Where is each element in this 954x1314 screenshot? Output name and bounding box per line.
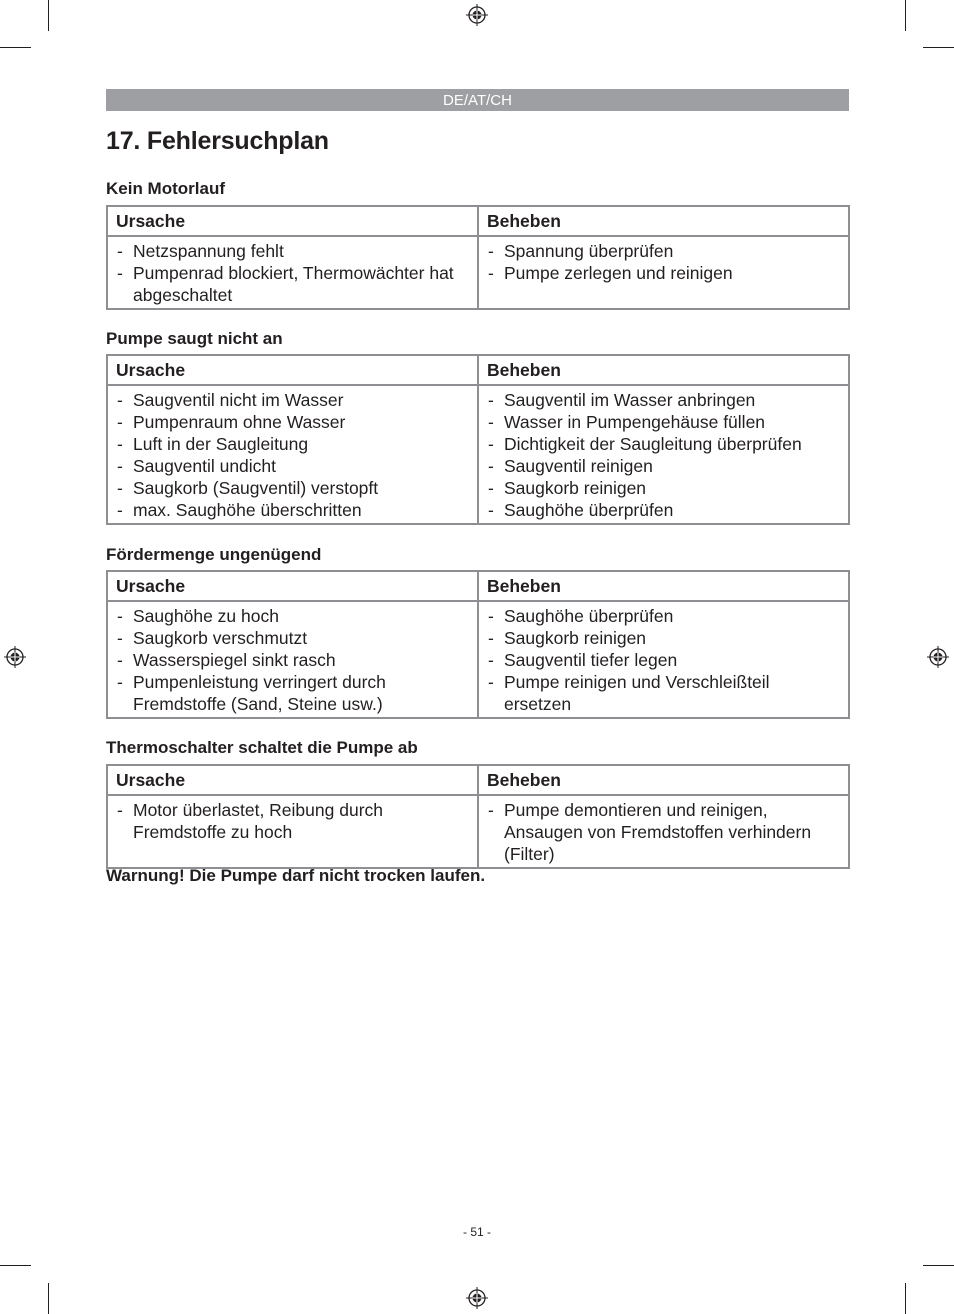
crop-mark (923, 1265, 954, 1266)
cause-cell (107, 385, 478, 524)
cause-cell (107, 795, 478, 868)
page-number: - 51 - (462, 1225, 491, 1239)
list-item: - Saugventil nicht im Wasser (116, 389, 469, 411)
column-header-cause: Ursache (107, 206, 478, 236)
list-item: - Saugventil undicht (116, 455, 469, 477)
list-item: - Saugkorb reinigen (487, 477, 840, 499)
troubleshooting-table (106, 205, 850, 310)
list-item: - Saughöhe überprüfen (487, 499, 840, 521)
crop-mark (0, 47, 31, 48)
list-item: - Saugkorb reinigen (487, 627, 840, 649)
crop-mark (905, 0, 906, 31)
warning-text: Warnung! Die Pumpe darf nicht trocken laufen. (106, 866, 486, 885)
registration-mark-icon (466, 4, 488, 26)
column-header-cause: Ursache (107, 571, 478, 601)
crop-mark (905, 1283, 906, 1314)
list-item: - Saughöhe zu hoch (116, 605, 469, 627)
remedy-cell (478, 795, 849, 868)
column-header-cause: Ursache (107, 765, 478, 795)
list-item: - Wasser in Pumpengehäuse füllen (487, 411, 840, 433)
list-item: - Dichtigkeit der Saugleitung überprüfen (487, 433, 840, 455)
list-item: - Pumpe reinigen und Verschleißteil ersetzen (487, 671, 840, 715)
troubleshooting-table (106, 354, 850, 525)
list-item: - Saugventil im Wasser anbringen (487, 389, 840, 411)
remedy-cell (478, 601, 849, 718)
crop-mark (923, 47, 954, 48)
registration-mark-icon (466, 1287, 488, 1309)
remedy-cell (478, 385, 849, 524)
column-header-cause: Ursache (107, 355, 478, 385)
list-item: - Saugkorb verschmutzt (116, 627, 469, 649)
column-header-remedy: Beheben (478, 355, 849, 385)
cause-cell (107, 236, 478, 309)
section-title: Thermoschalter schaltet die Pumpe ab (106, 738, 418, 757)
registration-mark-icon (927, 646, 949, 668)
list-item: - Wasserspiegel sinkt rasch (116, 649, 469, 671)
list-item: - Saugventil reinigen (487, 455, 840, 477)
troubleshooting-table (106, 570, 850, 719)
troubleshooting-table (106, 764, 850, 869)
list-item: - Pumpenrad blockiert, Thermowächter hat abgeschaltet (116, 262, 469, 306)
column-header-remedy: Beheben (478, 571, 849, 601)
region-header-bar: DE/AT/CH (106, 89, 849, 111)
section-title: Fördermenge ungenügend (106, 545, 322, 564)
remedy-cell (478, 236, 849, 309)
list-item: - max. Saughöhe überschritten (116, 499, 469, 521)
list-item: - Netzspannung fehlt (116, 240, 469, 262)
registration-mark-icon (4, 646, 26, 668)
list-item: - Saugventil tiefer legen (487, 649, 840, 671)
column-header-remedy: Beheben (478, 765, 849, 795)
list-item: - Spannung überprüfen (487, 240, 840, 262)
list-item: - Pumpenraum ohne Wasser (116, 411, 469, 433)
column-header-remedy: Beheben (478, 206, 849, 236)
list-item: - Luft in der Saugleitung (116, 433, 469, 455)
crop-mark (0, 1265, 31, 1266)
list-item: - Pumpe demontieren und reinigen, Ansaugen von Fremdstoffen verhindern (Filter) (487, 799, 840, 865)
crop-mark (48, 0, 49, 31)
list-item: - Pumpe zerlegen und reinigen (487, 262, 840, 284)
cause-cell (107, 601, 478, 718)
list-item: - Saugkorb (Saugventil) verstopft (116, 477, 469, 499)
section-title: Kein Motorlauf (106, 179, 225, 198)
crop-mark (48, 1283, 49, 1314)
section-title: Pumpe saugt nicht an (106, 329, 283, 348)
page-title: 17. Fehlersuchplan (106, 127, 329, 155)
list-item: - Pumpenleistung verringert durch Fremdstoffe (Sand, Steine usw.) (116, 671, 469, 715)
list-item: - Saughöhe überprüfen (487, 605, 840, 627)
list-item: - Motor überlastet, Reibung durch Fremdstoffe zu hoch (116, 799, 469, 843)
